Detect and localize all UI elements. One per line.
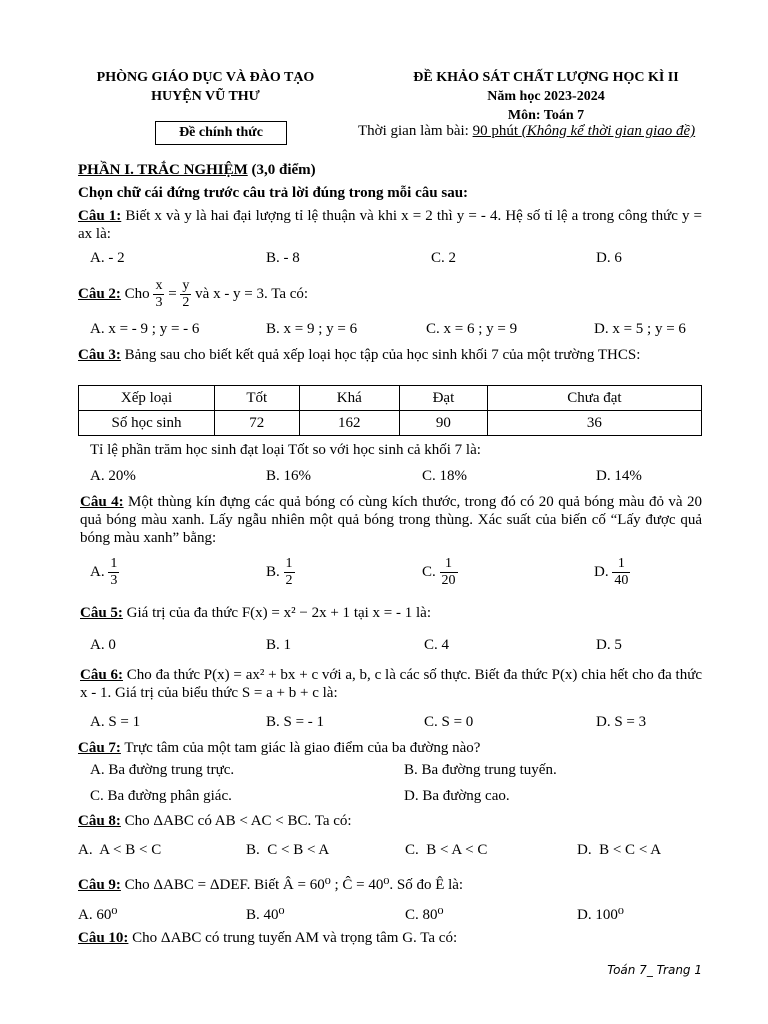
table-cell: 72 bbox=[215, 411, 300, 436]
department-line-2: HUYỆN VŨ THƯ bbox=[151, 89, 260, 104]
question-label: Câu 5: bbox=[80, 605, 123, 621]
table-cell: Tốt bbox=[215, 386, 300, 411]
option-letter: C. bbox=[405, 842, 419, 858]
q1-option-a: A. - 2 bbox=[90, 250, 125, 266]
option-letter: D. bbox=[594, 564, 609, 580]
question-label: Câu 4: bbox=[80, 494, 124, 510]
option-letter: A. bbox=[78, 842, 93, 858]
question-5 bbox=[80, 604, 704, 622]
q6-option-b: B. S = - 1 bbox=[266, 714, 325, 730]
official-label: Đề chính thức bbox=[155, 121, 287, 145]
table-cell: Xếp loại bbox=[79, 386, 215, 411]
question-label: Câu 7: bbox=[78, 740, 121, 756]
question-text-post: tại x = - 1 là: bbox=[350, 605, 432, 621]
department-header bbox=[78, 68, 333, 106]
angle-comparison: B < C < A bbox=[599, 842, 662, 858]
question-label: Câu 10: bbox=[78, 930, 129, 946]
table-cell: 162 bbox=[299, 411, 400, 436]
duration-prefix: Thời gian làm bài: bbox=[358, 123, 473, 139]
denominator: 3 bbox=[110, 573, 118, 588]
q4-option-a bbox=[90, 556, 119, 589]
question-10 bbox=[78, 929, 702, 947]
q4-option-b bbox=[266, 556, 295, 589]
q8-option-b bbox=[246, 842, 329, 859]
school-year: Năm học 2023-2024 bbox=[487, 89, 605, 104]
q3-option-c: C. 18% bbox=[422, 468, 467, 484]
fraction bbox=[108, 556, 119, 589]
q7-option-c: C. Ba đường phân giác. bbox=[90, 788, 232, 804]
fraction-x-over-3 bbox=[153, 278, 164, 311]
table-cell: Chưa đạt bbox=[487, 386, 701, 411]
question-text-pre: Giá trị của đa thức bbox=[122, 605, 242, 621]
table-cell: Đạt bbox=[400, 386, 488, 411]
denominator: 2 bbox=[285, 573, 293, 588]
fraction-y-over-2 bbox=[180, 278, 191, 311]
numerator: 1 bbox=[612, 556, 630, 573]
q6-option-d: D. S = 3 bbox=[596, 714, 647, 730]
q6-option-a: A. S = 1 bbox=[90, 714, 141, 730]
angle-comparison: C < B < A bbox=[267, 842, 330, 858]
question-text: Cho ΔABC có AB < AC < BC. Ta có: bbox=[120, 813, 352, 829]
q4-option-d bbox=[594, 556, 630, 589]
page-footer: Toán 7_ Trang 1 bbox=[607, 963, 702, 977]
q4-option-c bbox=[422, 556, 458, 589]
numerator: 1 bbox=[440, 556, 458, 573]
duration-note: (Không kể thời gian giao đề) bbox=[521, 123, 696, 139]
q8-option-a bbox=[78, 842, 161, 859]
question-3 bbox=[78, 346, 702, 364]
table-cell: 36 bbox=[487, 411, 701, 436]
q9-option-d: D. 100⁰ bbox=[577, 907, 624, 923]
question-8 bbox=[78, 812, 702, 830]
table-cell: Khá bbox=[299, 386, 400, 411]
q8-option-c bbox=[405, 842, 487, 859]
q7-option-b: B. Ba đường trung tuyến. bbox=[404, 762, 557, 778]
q9-option-c: C. 80⁰ bbox=[405, 907, 444, 923]
duration-value: 90 phút bbox=[472, 123, 522, 139]
q3-subquestion: Tỉ lệ phần trăm học sinh đạt loại Tốt so với học sinh cả khối 7 là: bbox=[90, 442, 481, 458]
section-title bbox=[78, 162, 316, 179]
fraction bbox=[440, 556, 458, 589]
q5-option-a: A. 0 bbox=[90, 637, 116, 653]
question-2 bbox=[78, 277, 702, 311]
question-1 bbox=[78, 207, 702, 243]
question-text: Cho ΔABC = ΔDEF. Biết Â = 60⁰ ; Ĉ = 40⁰. Số đo Ê là: bbox=[120, 877, 464, 893]
fraction bbox=[612, 556, 630, 589]
question-label: Câu 3: bbox=[78, 347, 121, 363]
question-text: Biết x và y là hai đại lượng tỉ lệ thuận và khi x = 2 thì y = - 4. Hệ số tỉ lệ a trong công thức y = ax là: bbox=[78, 208, 702, 242]
angle-comparison: B < A < C bbox=[426, 842, 488, 858]
q2-option-b: B. x = 9 ; y = 6 bbox=[266, 321, 358, 337]
option-letter: A. bbox=[90, 564, 105, 580]
q7-option-d: D. Ba đường cao. bbox=[404, 788, 510, 804]
table-cell: 90 bbox=[400, 411, 488, 436]
q9-option-b: B. 40⁰ bbox=[246, 907, 285, 923]
table-row bbox=[79, 386, 702, 411]
q7-option-a: A. Ba đường trung trực. bbox=[90, 762, 235, 778]
question-text: Cho ΔABC có trung tuyến AM và trọng tâm G. Ta có: bbox=[128, 930, 458, 946]
q1-option-b: B. - 8 bbox=[266, 250, 300, 266]
option-letter: B. bbox=[266, 564, 280, 580]
q3-option-d: D. 14% bbox=[596, 468, 642, 484]
polynomial-expression: F(x) = x² − 2x + 1 bbox=[241, 605, 351, 621]
question-text: Một thùng kín đựng các quả bóng có cùng kích thước, trong đó có 20 quả bóng màu đỏ và 20 quả bóng màu xanh. Lấy ngẫu nhiên một quả bóng trong thùng. Xác suất của biến cố “Lấy được quả bóng màu xanh” bằng: bbox=[80, 494, 703, 546]
grades-table bbox=[78, 385, 702, 436]
denominator: 40 bbox=[614, 573, 629, 588]
q5-option-d: D. 5 bbox=[596, 637, 622, 653]
question-text-post: và x - y = 3. Ta có: bbox=[191, 286, 309, 302]
question-9 bbox=[78, 876, 702, 894]
numerator: y bbox=[182, 278, 190, 294]
question-label: Câu 1: bbox=[78, 208, 122, 224]
q3-option-a: A. 20% bbox=[90, 468, 136, 484]
subject: Môn: Toán 7 bbox=[507, 108, 585, 123]
exam-title: ĐỀ KHẢO SÁT CHẤT LƯỢNG HỌC KÌ II bbox=[413, 70, 679, 85]
table-row bbox=[79, 411, 702, 436]
q5-option-b: B. 1 bbox=[266, 637, 292, 653]
question-7 bbox=[78, 739, 702, 757]
q3-option-b: B. 16% bbox=[266, 468, 311, 484]
denominator: 20 bbox=[441, 573, 456, 588]
numerator: 1 bbox=[110, 556, 118, 571]
numerator: x bbox=[155, 278, 163, 294]
q2-option-a: A. x = - 9 ; y = - 6 bbox=[90, 321, 200, 337]
question-4 bbox=[80, 493, 702, 547]
option-letter: B. bbox=[246, 842, 260, 858]
question-label: Câu 2: bbox=[78, 286, 121, 302]
question-label: Câu 9: bbox=[78, 877, 121, 893]
question-text-pre: Cho bbox=[120, 286, 154, 302]
q8-option-d bbox=[577, 842, 661, 859]
section-instruction: Chọn chữ cái đứng trước câu trả lời đúng trong mỗi câu sau: bbox=[78, 185, 469, 201]
duration-line bbox=[358, 123, 695, 140]
question-text: Cho đa thức P(x) = ax² + bx + c với a, b, c là các số thực. Biết đa thức P(x) chia hết cho đa thức x - 1. Giá trị của biểu thức S = a + b + c là: bbox=[80, 667, 703, 701]
equals-sign: = bbox=[168, 286, 177, 302]
exam-header bbox=[356, 68, 736, 125]
section-name: PHẦN I. TRẮC NGHIỆM bbox=[78, 162, 248, 178]
section-points: (3,0 điểm) bbox=[247, 162, 316, 178]
q6-option-c: C. S = 0 bbox=[424, 714, 474, 730]
question-text: Trực tâm của một tam giác là giao điểm của ba đường nào? bbox=[120, 740, 481, 756]
q2-option-d: D. x = 5 ; y = 6 bbox=[594, 321, 686, 337]
q1-option-c: C. 2 bbox=[431, 250, 457, 266]
question-6 bbox=[80, 666, 702, 702]
fraction bbox=[284, 556, 295, 589]
option-letter: C. bbox=[422, 564, 436, 580]
numerator: 1 bbox=[285, 556, 293, 571]
question-label: Câu 6: bbox=[80, 667, 123, 683]
q2-option-c: C. x = 6 ; y = 9 bbox=[426, 321, 518, 337]
denominator: 2 bbox=[182, 295, 190, 311]
question-label: Câu 8: bbox=[78, 813, 121, 829]
table-cell: Số học sinh bbox=[79, 411, 215, 436]
q5-option-c: C. 4 bbox=[424, 637, 450, 653]
denominator: 3 bbox=[155, 295, 163, 311]
q9-option-a: A. 60⁰ bbox=[78, 907, 118, 923]
q1-option-d: D. 6 bbox=[596, 250, 622, 266]
option-letter: D. bbox=[577, 842, 592, 858]
department-line-1: PHÒNG GIÁO DỤC VÀ ĐÀO TẠO bbox=[96, 70, 315, 85]
question-text: Bảng sau cho biết kết quả xếp loại học tập của học sinh khối 7 của một trường THCS: bbox=[120, 347, 641, 363]
angle-comparison: A < B < C bbox=[99, 842, 162, 858]
